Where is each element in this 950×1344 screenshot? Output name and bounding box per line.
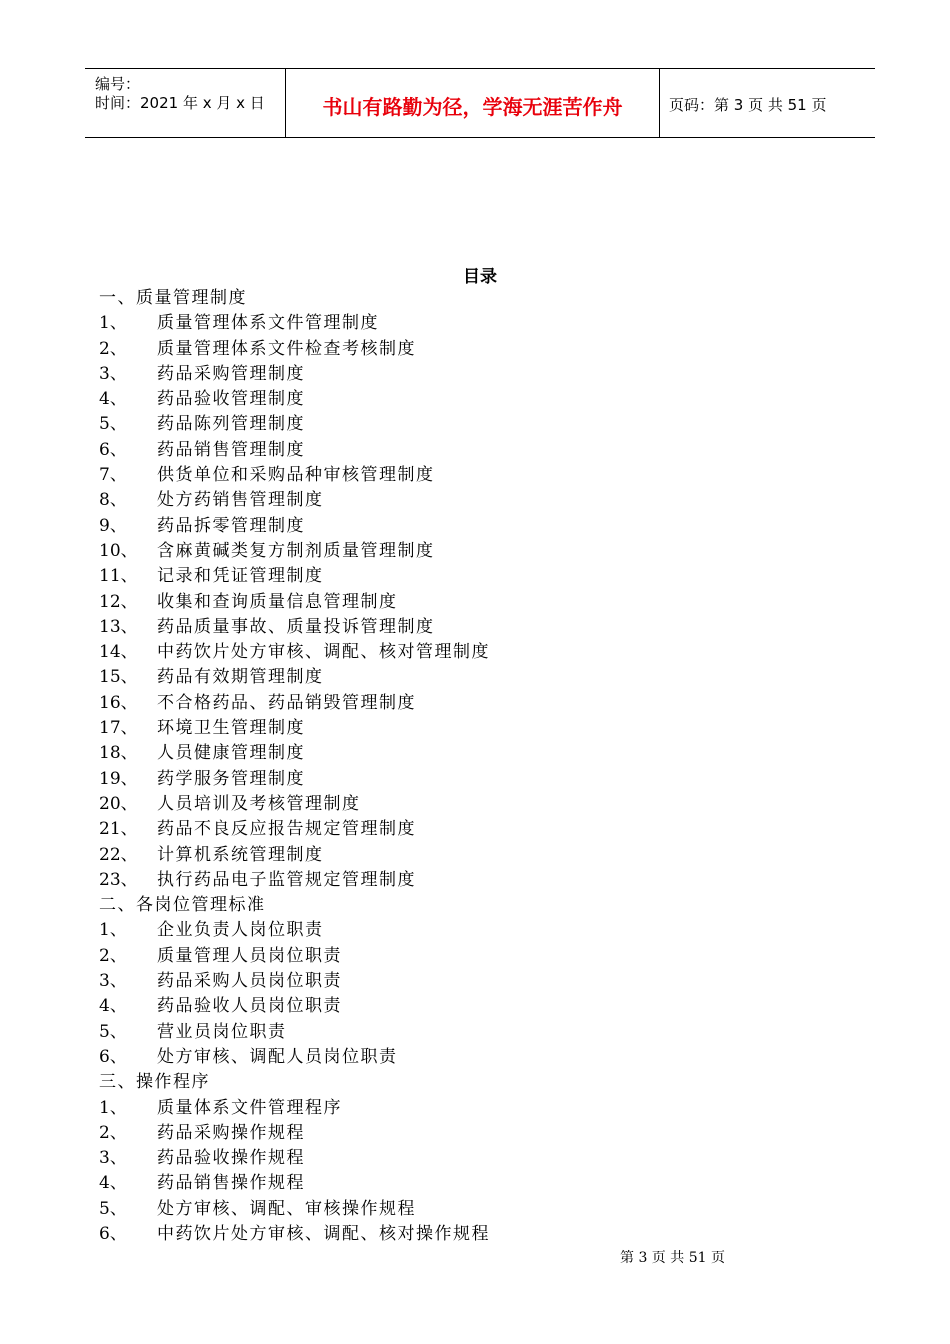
toc-entry-number: 1、 xyxy=(99,313,127,334)
toc-entry-text: 中药饮片处方审核、调配、核对操作规程 xyxy=(157,1223,490,1244)
toc-entry-text: 处方审核、调配、审核操作规程 xyxy=(157,1198,416,1219)
toc-section-heading: 三、操作程序 xyxy=(99,1072,210,1093)
toc-section-heading: 一、质量管理制度 xyxy=(99,288,247,308)
toc-entry-number: 21、 xyxy=(99,819,138,840)
toc-entry xyxy=(99,994,799,1019)
toc-entry-text: 药品采购操作规程 xyxy=(157,1122,305,1143)
toc-entry-text: 执行药品电子监管规定管理制度 xyxy=(157,869,416,890)
toc-entry-text: 收集和查询质量信息管理制度 xyxy=(157,591,398,612)
toc-entry-number: 4、 xyxy=(99,389,127,410)
time-label: 时间：2021 年 x 月 x 日 xyxy=(95,94,265,112)
toc-entry xyxy=(99,539,799,564)
toc-entry xyxy=(99,741,799,766)
toc-entry-text: 药品质量事故、质量投诉管理制度 xyxy=(157,616,435,637)
toc-entry-text: 质量管理体系文件管理制度 xyxy=(157,313,379,334)
toc-entry xyxy=(99,1020,799,1045)
toc-entry-text: 药品陈列管理制度 xyxy=(157,414,305,435)
toc-entry xyxy=(99,640,799,665)
toc-title: 目录 xyxy=(463,267,497,287)
page-footer: 第 3 页 共 51 页 xyxy=(620,1250,725,1266)
header-left-cell xyxy=(85,69,285,137)
toc-entry-number: 2、 xyxy=(99,945,127,966)
toc-entry xyxy=(99,665,799,690)
toc-entry-text: 药品验收管理制度 xyxy=(157,389,305,410)
toc-entry-text: 人员培训及考核管理制度 xyxy=(157,793,361,814)
toc-entry xyxy=(99,488,799,513)
toc-entry-text: 含麻黄碱类复方制剂质量管理制度 xyxy=(157,540,435,561)
toc-entry xyxy=(99,337,799,362)
toc-entry-text: 药品采购人员岗位职责 xyxy=(157,971,342,992)
toc-entry xyxy=(99,767,799,792)
toc-entry-number: 15、 xyxy=(99,667,138,688)
toc-entry xyxy=(99,387,799,412)
toc-entry xyxy=(99,893,799,918)
toc-entry-number: 10、 xyxy=(99,540,138,561)
toc-entry xyxy=(99,412,799,437)
toc-entry-text: 处方审核、调配人员岗位职责 xyxy=(157,1046,398,1067)
toc-entry-text: 人员健康管理制度 xyxy=(157,743,305,764)
toc-entry xyxy=(99,1171,799,1196)
toc-entry-text: 药品销售管理制度 xyxy=(157,439,305,460)
toc-entry-number: 3、 xyxy=(99,363,127,384)
toc-entry xyxy=(99,1222,799,1247)
toc-entry xyxy=(99,362,799,387)
toc-entry-number: 18、 xyxy=(99,743,138,764)
toc-entry xyxy=(99,286,799,311)
toc-entry-number: 13、 xyxy=(99,616,138,637)
toc-entry-number: 2、 xyxy=(99,1122,127,1143)
toc-entry-number: 2、 xyxy=(99,338,127,359)
toc-entry-text: 药品验收操作规程 xyxy=(157,1148,305,1169)
toc-entry-number: 22、 xyxy=(99,844,138,865)
motto-text: 书山有路勤为径，学海无涯苦作舟 xyxy=(322,95,623,119)
toc-entry-text: 药品采购管理制度 xyxy=(157,363,305,384)
toc-entry-number: 6、 xyxy=(99,1223,127,1244)
toc-entry-number: 6、 xyxy=(99,1046,127,1067)
toc-entry-number: 5、 xyxy=(99,414,127,435)
toc-entry xyxy=(99,868,799,893)
toc-entry xyxy=(99,463,799,488)
toc-entry xyxy=(99,1096,799,1121)
toc-entry xyxy=(99,311,799,336)
document-header xyxy=(85,68,875,138)
toc-entry xyxy=(99,817,799,842)
toc-entry-number: 3、 xyxy=(99,1148,127,1169)
table-of-contents xyxy=(99,286,799,1247)
toc-entry-text: 药品销售操作规程 xyxy=(157,1173,305,1194)
toc-entry xyxy=(99,843,799,868)
toc-entry-text: 环境卫生管理制度 xyxy=(157,718,305,739)
toc-entry-number: 19、 xyxy=(99,768,138,789)
toc-entry-number: 16、 xyxy=(99,692,138,713)
toc-entry xyxy=(99,918,799,943)
toc-entry xyxy=(99,1121,799,1146)
toc-entry-number: 1、 xyxy=(99,1097,127,1118)
toc-entry-text: 药品拆零管理制度 xyxy=(157,515,305,536)
header-right-cell xyxy=(659,69,875,137)
toc-entry-text: 企业负责人岗位职责 xyxy=(157,920,324,941)
toc-entry-text: 药品不良反应报告规定管理制度 xyxy=(157,819,416,840)
toc-entry-number: 17、 xyxy=(99,718,138,739)
toc-entry-number: 14、 xyxy=(99,642,138,663)
toc-entry-number: 5、 xyxy=(99,1198,127,1219)
toc-entry-number: 5、 xyxy=(99,1021,127,1042)
toc-entry-text: 处方药销售管理制度 xyxy=(157,490,324,511)
toc-entry-text: 质量管理人员岗位职责 xyxy=(157,945,342,966)
toc-entry-text: 药品有效期管理制度 xyxy=(157,667,324,688)
toc-entry-text: 记录和凭证管理制度 xyxy=(157,566,324,587)
toc-entry xyxy=(99,944,799,969)
toc-entry-text: 供货单位和采购品种审核管理制度 xyxy=(157,465,435,486)
number-label: 编号： xyxy=(95,75,141,93)
header-motto-cell xyxy=(285,69,660,137)
toc-entry xyxy=(99,1070,799,1095)
toc-entry-text: 质量管理体系文件检查考核制度 xyxy=(157,338,416,359)
toc-entry-number: 11、 xyxy=(99,566,138,587)
toc-entry-number: 4、 xyxy=(99,1173,127,1194)
toc-entry-text: 质量体系文件管理程序 xyxy=(157,1097,342,1118)
toc-entry xyxy=(99,691,799,716)
toc-entry xyxy=(99,615,799,640)
toc-entry xyxy=(99,1197,799,1222)
toc-entry-number: 3、 xyxy=(99,971,127,992)
toc-entry-number: 4、 xyxy=(99,996,127,1017)
toc-entry xyxy=(99,590,799,615)
toc-entry-text: 计算机系统管理制度 xyxy=(157,844,324,865)
toc-entry-text: 中药饮片处方审核、调配、核对管理制度 xyxy=(157,642,490,663)
toc-entry xyxy=(99,1045,799,1070)
toc-entry-number: 6、 xyxy=(99,439,127,460)
toc-entry xyxy=(99,969,799,994)
toc-entry-number: 20、 xyxy=(99,793,138,814)
toc-section-heading: 二、各岗位管理标准 xyxy=(99,895,266,916)
toc-entry-text: 药品验收人员岗位职责 xyxy=(157,996,342,1017)
toc-entry xyxy=(99,438,799,463)
toc-entry xyxy=(99,792,799,817)
toc-entry-number: 9、 xyxy=(99,515,127,536)
toc-entry xyxy=(99,1146,799,1171)
toc-entry-number: 7、 xyxy=(99,465,127,486)
header-page-info: 页码：第 3 页 共 51 页 xyxy=(669,96,827,114)
toc-entry-number: 8、 xyxy=(99,490,127,511)
toc-entry xyxy=(99,716,799,741)
toc-entry-number: 23、 xyxy=(99,869,138,890)
toc-entry-text: 不合格药品、药品销毁管理制度 xyxy=(157,692,416,713)
toc-entry-text: 药学服务管理制度 xyxy=(157,768,305,789)
toc-entry xyxy=(99,564,799,589)
toc-entry-number: 12、 xyxy=(99,591,138,612)
toc-entry-number: 1、 xyxy=(99,920,127,941)
toc-entry xyxy=(99,514,799,539)
toc-entry-text: 营业员岗位职责 xyxy=(157,1021,287,1042)
